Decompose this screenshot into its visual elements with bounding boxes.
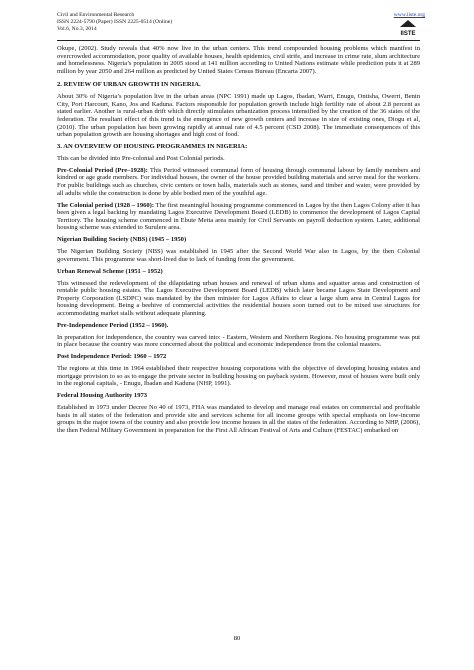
intro-paragraph: Okupe, (2002). Study reveals that 40% now live in the urban centers. This trend compounded housing problems which manifest in overcrowded accommodation, poor quality of available houses, health epidemics, civil strife, and increase in crime rate, slum architecture and homelessness. Nigeria’s population in 2005 stood at 141 million according to United Nations estimate while prediction puts it at 289 million by year 2050 and 264 million as predicted by United States Census Bureau (Encarta 2007). (57, 45, 420, 75)
colonial-text: The first meaningful housing programme commenced in Lagos by the then Lagos Colony after it has been given a legal backing by mandating Lagos Executive Development Board (LEDB) to commence the development of Lagos Capital Territory. The housing scheme commenced in Ebute Metta area mainly for Civil Servants on payroll deduction system. Later, additional housing scheme was extended to Surulere area. (57, 201, 420, 232)
iiste-logo (398, 18, 418, 38)
logo-text: IISTE (400, 31, 416, 37)
pre-independence-heading: Pre-Independence Period (1952 – 1960). (57, 321, 169, 329)
urban-renewal-paragraph: This witnessed the redevelopment of the dilapidating urban houses and renewal of urban slums and squatter areas and construction of rentable public housing estates. The Lagos Executive Development Board (LEDB) which later became Lagos State Development and Property Corporation (LSDPC) was mandated by the then minister for Lagos Affairs to clear a large slum area in Central Lagos for housing development. Being a beehive of commercial activities the residential houses soon turned out to be mixed use structures for accommodating market stalls without adequate planning. (57, 279, 420, 317)
precolonial-paragraph (57, 167, 420, 197)
nbs-heading: Nigerian Building Society (NBS) (1945 – 1950) (57, 236, 187, 244)
precolonial-text: This Period witnessed communal form of housing through communal labour by family members and kindred or age grade members. For individual houses, the owner of the house provided building materials and serve meal for the workers. For public buildings such as churches, civic centers or town halls, materials such as stones, sand and timber and water, were provided by all adults while the construction is done by able bodied men of the youthful age. (57, 166, 420, 197)
post-independence-paragraph: The regions at this time in 1964 established their respective housing corporations with the objective of developing housing estates and mortgage provision to so as to engage the private sector in building housing on payback system. However, most of houses were built only in the regional capitals, - Enugu, Ibadan and Kaduna (NHP, 1991). (57, 365, 420, 388)
precolonial-lead: Pre-Colonial Period (Pre–1928): (57, 166, 148, 174)
section-2-paragraph: About 30% of Nigeria’s population live in the urban areas (NPC 1991) made up Lagos, Ibadan, Warri, Enugu, Ontisha, Owerri, Benin City, Port Harcourt, Kano, Jos and Kaduna. Factors responsible for population growth include high fertility rate of about 2.8 percent as stated earlier. Another is rural-urban drift which directly stimulates urbanization process intensified by the creation of the 36 states of the federation. The resultant effect of this trend is the emergence of new growth centers and increase in size of existing ones, Diogu et al, (2010). The urban population has been growing rapidly at annual rate of 4.5 percent (CSD 2008). The immediate consequences of this urban population growth are housing shortages and high cost of food. (57, 93, 420, 139)
colonial-lead: The Colonial period (1928 – 1960): (57, 201, 155, 209)
journal-title: Civil and Environmental Research (57, 12, 135, 18)
journal-issn: ISSN 2224-5790 (Paper) ISSN 2225-0514 (Online) (57, 19, 173, 25)
section-2-heading: 2. REVIEW OF URBAN GROWTH IN NIGERIA. (57, 81, 201, 89)
journal-header (57, 12, 425, 33)
nbs-paragraph: The Nigerian Building Society (NBS) was established in 1945 after the Second World War also in Lagos, by the then Colonial government. This programme was short-lived due to lack of funding from the government. (57, 248, 420, 263)
article-body (57, 45, 420, 439)
colonial-paragraph (57, 202, 420, 232)
journal-url-link[interactable]: www.iiste.org (393, 12, 425, 18)
section-3-heading: 3. AN OVERVIEW OF HOUSING PROGRAMMES IN NIGERIA: (57, 143, 248, 151)
urban-renewal-heading: Urban Renewal Scheme (1951 – 1952) (57, 267, 163, 275)
post-independence-heading: Post Independence Period: 1960 – 1972 (57, 353, 167, 361)
header-divider (57, 40, 420, 41)
page-number: 80 (233, 635, 241, 642)
pre-independence-paragraph: In preparation for independence, the country was carved into: - Eastern, Western and Northern Regions. No housing programme was put in place because the country was more concerned about the political and economic independence from the colonial masters. (57, 333, 420, 349)
fha-heading: Federal Housing Authority 1973 (57, 392, 148, 400)
section-3-intro: This can be divided into Pre-colonial and Post Colonial periods. (57, 154, 225, 162)
journal-volume: Vol.6, No.3, 2014 (57, 26, 97, 32)
fha-paragraph: Established in 1973 under Decree No 40 of 1973, FHA was mandated to develop and manage real estates on commercial and profitable basis in all states of the federation and provide site and services scheme for all income groups with special emphasis on low-income groups in the major towns of the country and also provide low income houses in all the states of the federation. According to NHP, (2006), the then Federal Military Government in preparation for the First All African Festival of Arts and Culture (FESTAC) embarked on (57, 404, 420, 434)
